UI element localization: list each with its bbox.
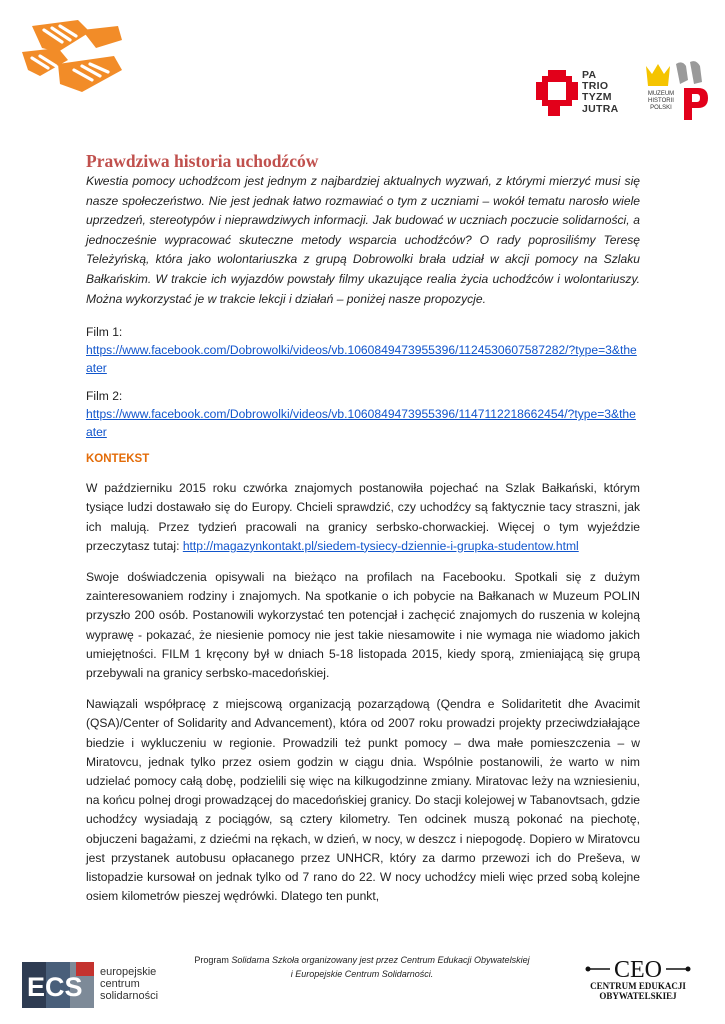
film-1 — [86, 323, 640, 377]
film-1-label: Film 1: — [86, 325, 123, 340]
ecs-label: europejskie centrum solidarności — [100, 966, 159, 1002]
patriotyzm-jutra-text: PA TRIO TYZM JUTRA — [582, 69, 619, 115]
ecs-mark — [22, 962, 94, 1008]
ceo-mark — [576, 955, 700, 981]
muzeum-text: MUZEUM HISTORII POLSKI — [647, 91, 675, 111]
muzeum-historii-polski-logo — [644, 60, 710, 124]
ecs-logo — [22, 962, 172, 1008]
document-body — [86, 150, 640, 918]
section-heading-kontekst: KONTEKST — [86, 453, 150, 466]
footer-line-2: i Europejskie Centrum Solidarności. — [290, 968, 434, 979]
ceo-label: CENTRUM EDUKACJI OBYWATELSKIEJ — [590, 981, 686, 1001]
footer-credits — [170, 954, 554, 981]
magazyn-kontakt-link[interactable]: http://magazynkontakt.pl/siedem-tysiecy-dziennie-i-grupka-studentow.html — [182, 538, 579, 553]
intro-paragraph: Kwestia pomocy uchodźcom jest jednym z najbardziej aktualnych wyzwań, z którymi mierzyć musi się nasze społeczeństwo. Nie jest jednak łatwo rozmawiać o tym z uczniami – wokół tematu narosło wiele uprzedzeń, stereotypów i nieprawdziwych informacji. Jak budować w uczniach poczucie solidarności, a jednocześnie wypracować skuteczne metody wsparcia uchodźców? O rady poprosiliśmy Teresę Teleżyńską, która jako wolontariuszka z grupą Dobrowolki brała udział w akcji pomocy na Szlaku Bałkańskim. W trakcie ich wyjazdów powstały filmy ukazujące realia życia uchodźców i wolontariuszy. Można wykorzystać je w trakcie lekcji i działań – poniżej nasze propozycje. — [86, 174, 640, 306]
ceo-logo — [576, 955, 700, 1015]
paragraph-1 — [86, 479, 640, 556]
film-2 — [86, 387, 640, 441]
film-2-label: Film 2: — [86, 389, 123, 404]
footer-line-1: Program Solidarna Szkoła organizowany jest przez Centrum Edukacji Obywatelskiej — [194, 955, 530, 965]
ceo-mark-text: CEO — [614, 957, 662, 981]
patriotyzm-jutra-mark — [536, 70, 578, 116]
paragraph-3: Nawiązali współpracę z miejscową organizacją pozarządową (Qendra e Solidaritetit dhe Avacimit (QSA)/Center of Solidarity and Advancement), która od 2007 roku prowadzi projekty przeciwdziałające biedzie i wykluczeniu w regionie. Prowadzili też punkt pomocy – dwa małe pomieszczenia – w Miratovcu, jednak tylko przez osiem godzin w ciągu dnia. Wspólnie postanowili, że warto w nim udzielać pomocy całą dobę, podzielili się więc na kilkugodzinne zmiany. Miratovac leży na wzniesieniu, na końcu polnej drogi prowadzącej do macedońskiej granicy. Do stacji kolejowej w Tabanovtsach, gdzie uchodźcy wysiadają z pociągów, są cztery kilometry. Ten odcinek muszą pokonać na piechotę, objuczeni bagażami, z dziećmi na rękach, w dzień, w nocy, w deszcz i niepogodę. Dopiero w Miratovcu jest przystanek autobusu opłacanego przez UNHCR, który za darmo przewozi ich do Preševa, w listopadzie kursował on jednak tylko od 7 rano do 22. W nocy uchodźcy mieli więc przed sobą kolejne osiem kilometrów pieszej wędrówki. Dlatego ten punkt, — [86, 697, 640, 904]
film-1-link[interactable]: https://www.facebook.com/Dobrowolki/videos/vb.1060849473955396/1124530607587282/?type=3&theater — [86, 343, 637, 376]
film-2-link[interactable]: https://www.facebook.com/Dobrowolki/videos/vb.1060849473955396/1147112218662454/?type=3&theater — [86, 407, 636, 440]
ecs-mark-text: ECS — [27, 972, 83, 1002]
page-title: Prawdziwa historia uchodźców — [86, 151, 319, 171]
solidarna-szkola-logo — [18, 18, 126, 94]
patriotyzm-jutra-logo — [536, 70, 632, 118]
paragraph-1-text: W październiku 2015 roku czwórka znajomych postanowiła pojechać na Szlak Bałkański, którym tysiące ludzi dostawało się do Europy. Chcieli sprawdzić, czy uchodźcy są faktycznie tacy straszni, jak ich malują. Przez tydzień pracowali na granicy serbsko-chorwackiej. Więcej o tym wyjeździe przeczytasz tutaj: — [86, 481, 640, 553]
paragraph-2: Swoje doświadczenia opisywali na bieżąco na profilach na Facebooku. Spotkali się z dużym zainteresowaniem rodziny i znajomych. Na spotkanie o ich pobycie na Bałkanach w Muzeum POLIN przyszło 200 osób. Postanowili wykorzystać ten potencjał i zachęcić znajomych do ruszenia w kolejną wyprawę - pokazać, że niesienie pomocy nie jest takie niesamowite i nie wymaga nie wiadomo jakich umiejętności. FILM 1 kręcony był w dniach 5-18 listopada 2015, kiedy sporą, zmieniającą się grupą przebywali na granicy serbsko-macedońskiej. — [86, 569, 640, 680]
